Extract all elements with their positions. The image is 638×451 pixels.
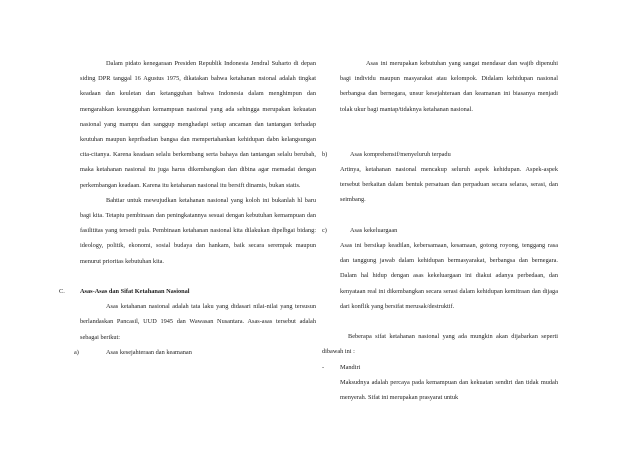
list-item-body: Maksudnya adalah percaya pada kemampuan dan kekuatan sendiri dan tidak mudah menyerah. Sifat ini merupakan prasyarat untuk [340,378,558,402]
list-item-mandiri [322,360,558,375]
list-item-a [74,345,316,360]
dash-marker: - [322,363,325,371]
right-column [322,56,558,405]
section-number: C. [59,288,65,296]
section-c [59,284,316,299]
list-marker: b) [322,150,328,158]
right-paragraph-2: Beberapa sifat ketahanan nasional yang ada mungkin akan dijabarkan seperti dibawah ini : [322,333,558,356]
list-item-label: Asas kekeluargaan [350,226,398,234]
list-item-label: Asas komprehensif/menyeluruh terpadu [350,150,451,158]
list-item-c [322,223,558,238]
list-item-body: Artinya, ketahanan nasional mencakup seluruh aspek kehidupan. Aspek-aspek tersebut berkaitan dalam bentuk persatuan dan perpaduan secara selaras, serasi, dan seimbang. [340,166,558,204]
list-item-label: Asas kesejahteraan dan keamanan [106,348,192,356]
list-item-b [322,147,558,162]
left-paragraph-1: Dalam pidato kenegaraan Presiden Republik Indonesia Jendral Suharto di depan siding DPR tanggal 16 Agustus 1975, dikatakan bahwa ketahanan nsional adalah tingkat keadaan dan keuletan dan ketangguhan bahwa Indonesia dalam menghimpun dan mengarahkan kesungguhan kemampuan nasional yang ada sehingga merupakan kekuatan nasional yang mampu dan sanggup menghadapi setiap ancaman dan tantangan terhadap keutuhan maupun kepribadian bangsa dan mempertahankan kehidupan dabn kelangsungan cita-citanya. Karena keadaan selalu berkembang serta bahaya dan tantangan selalu berubah, maka ketahanan nasional itu juga harus dikembangkan dan dibina agar memadai dengan perkembangan keadaan. Karena itu ketahanan nasional itu bersift dinamis, bukan statis. [80,60,316,189]
list-item-label: Mandiri [340,363,361,371]
left-paragraph-2: Bahtiar untuk mewujudkan ketahanan nasional yang koloh ini bukanlah hl baru bagi kita. Tetapiu pembinaan dan peningkatannya sesuai dengan kebutuhan kemampuan dan fasilititas yang tersedi pula. Pembinaan ketahanan nasional kita dilakukan dipelbgai bidang: ideology, politik, ekonomi, sosial budaya dan hankam, baik secara serempak maupun menurut prioritas kebutuhan kita. [80,196,316,265]
list-marker: c) [322,226,327,234]
left-column [59,56,316,360]
list-item-body: Asas ini bersikap keadilan, kebersamaan, kesamaan, gotong royong, tenggang rasa dan tanggung jawab dalam kehidupan bermasyarakat, berbangsa dan bernegara. Dalam hal hidup dengan asas kekeluargaan ini diakui adanya perbedaan, dan kenyataan real ini dikembangkan secara serasi dalam kehidupan kemitraan dan dijaga dari konflik yang bersifat merusak/destruktif. [340,242,558,310]
left-paragraph-3: Asas ketahanan nasional adalah tata laku yang didasari nilai-nilai yang tersusun berlandaskan Pancasil, UUD 1945 dan Wawasan Nusantara. Asas-asas tersebut adalah sebagai berikut: [80,303,316,341]
section-title: Asas-Asas dan Sifat Ketahanan Nasional [80,288,190,296]
right-paragraph-1: Asas ini merupakan kebutuhan yang sangat mendasar dan wajib dipenuhi bagi individu maupun masyarakat atau kelompok. Didalam kehidupan nasional berbangsa dan bernegara, unsur kesejahteraan dan keamanan ini biasanya menjadi tolak ukur bagi mantap/tidaknya ketahanan nasional. [340,60,558,113]
list-marker: a) [74,348,79,356]
